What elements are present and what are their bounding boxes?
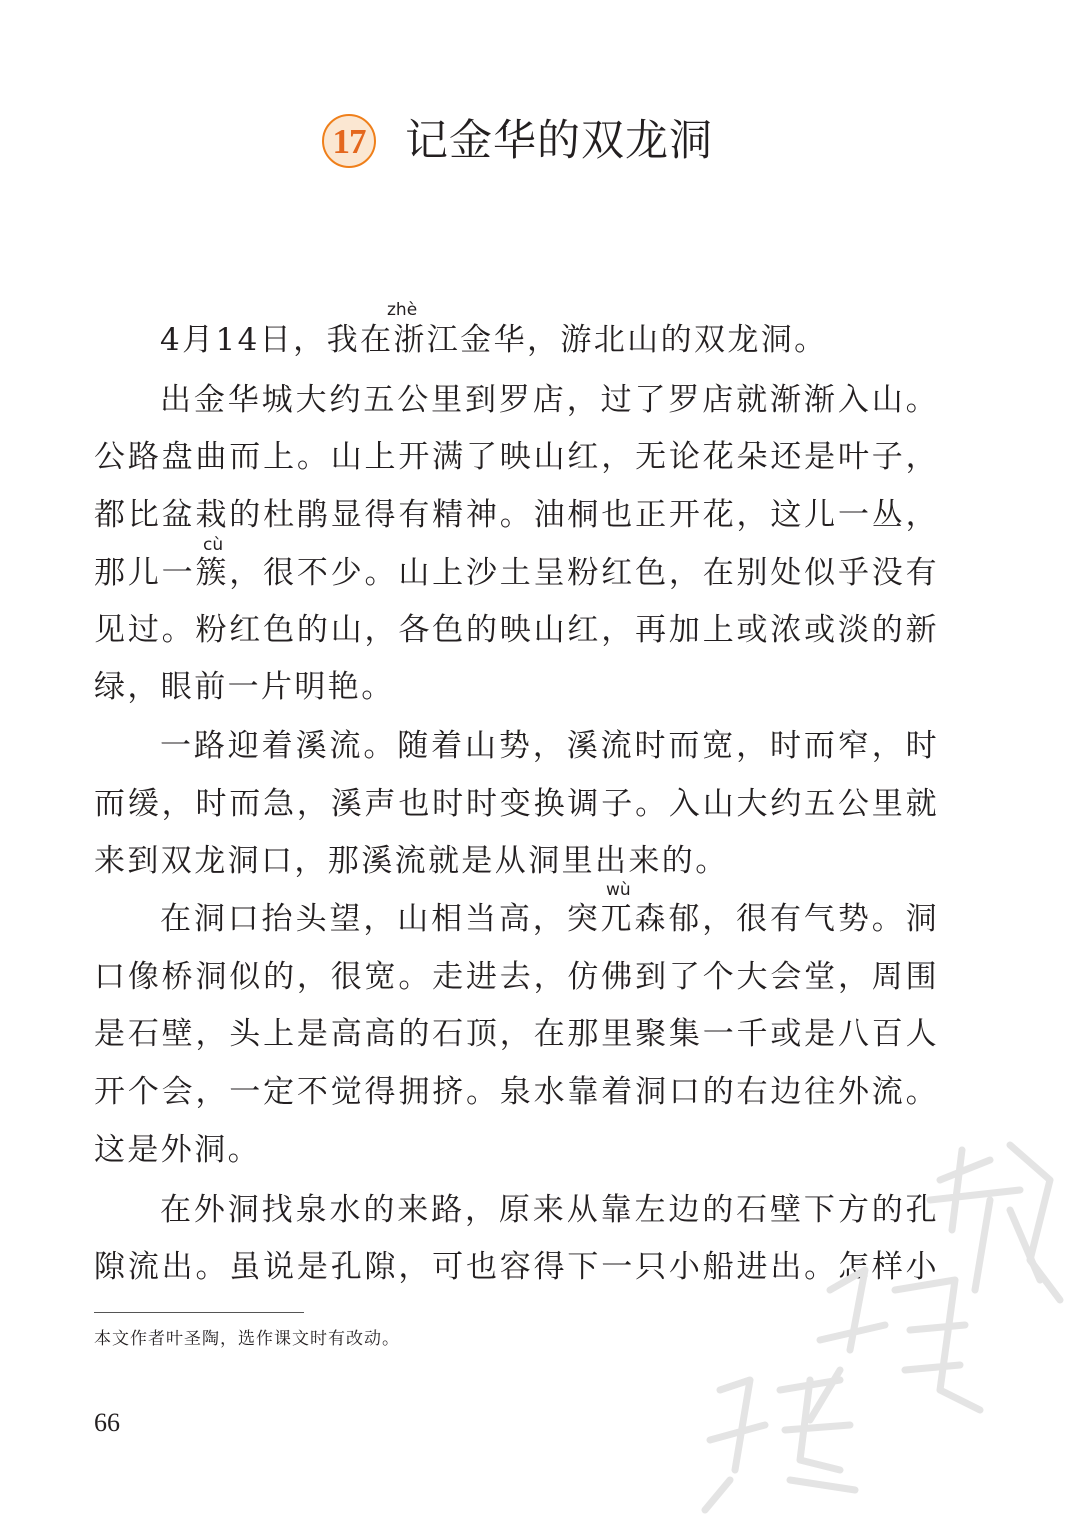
pinyin-wu: wù: [606, 880, 631, 900]
pinyin-zhe: zhè: [387, 300, 418, 320]
lesson-number-badge: [322, 114, 376, 168]
text-line-2: 出金华城大约五公里到罗店，过了罗店就渐渐入山。: [160, 382, 939, 418]
text-line-16: 在外洞找泉水的来路，原来从靠左边的石壁下方的孔: [160, 1192, 939, 1228]
text-line-4: 都比盆栽的杜鹃显得有精神。油桐也正开花，这儿一丛，: [94, 497, 939, 533]
page-number: 66: [94, 1408, 120, 1437]
text-line-15: 这是外洞。: [94, 1132, 261, 1168]
text-line-1: 4月14日，我在浙江金华，游北山的双龙洞。: [160, 322, 828, 358]
text-line-14: 开个会，一定不觉得拥挤。泉水靠着洞口的右边往外流。: [94, 1074, 939, 1110]
text-line-10: 来到双龙洞口，那溪流就是从洞里出来的。: [94, 843, 729, 879]
pinyin-cu: cù: [203, 535, 224, 555]
text-line-17: 隙流出。虽说是孔隙，可也容得下一只小船进出。怎样小: [94, 1249, 939, 1285]
text-line-3: 公路盘曲而上。山上开满了映山红，无论花朵还是叶子，: [94, 439, 939, 475]
text-line-6: 见过。粉红色的山，各色的映山红，再加上或浓或淡的新: [94, 612, 939, 648]
text-line-13: 是石壁，头上是高高的石顶，在那里聚集一千或是八百人: [94, 1016, 939, 1052]
text-line-11: 在洞口抬头望，山相当高，突兀森郁，很有气势。洞: [160, 901, 939, 937]
text-line-8: 一路迎着溪流。随着山势，溪流时而宽，时而窄，时: [160, 728, 939, 764]
text-line-7: 绿，眼前一片明艳。: [94, 669, 395, 705]
text-line-12: 口像桥洞似的，很宽。走进去，仿佛到了个大会堂，周围: [94, 959, 939, 995]
lesson-number: 17: [332, 121, 366, 161]
text-line-5: 那儿一簇，很不少。山上沙土呈粉红色，在别处似乎没有: [94, 555, 939, 591]
text-line-9: 而缓，时而急，溪声也时时变换调子。入山大约五公里就: [94, 786, 939, 822]
lesson-title: 记金华的双龙洞: [405, 116, 713, 166]
footnote: 本文作者叶圣陶，选作课文时有改动。: [94, 1329, 400, 1349]
footnote-divider: [94, 1312, 304, 1313]
